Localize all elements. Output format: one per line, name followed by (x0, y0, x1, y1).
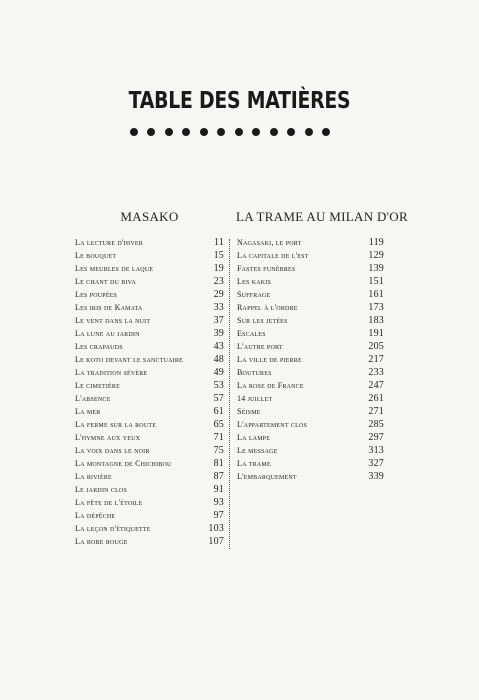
toc-entry-page: 205 (368, 341, 384, 352)
toc-entry-label: La ville de pierre (237, 355, 302, 364)
toc-entry-label: La lampe (237, 433, 271, 442)
toc-list-trame (237, 236, 384, 483)
toc-entry[interactable] (75, 470, 224, 483)
toc-entry-page: 37 (213, 315, 224, 326)
column-separator (229, 239, 230, 549)
toc-entry-label: La lecture d'hiver (75, 238, 143, 247)
toc-entry-label: La robe rouge (75, 537, 128, 546)
toc-entry-page: 43 (213, 341, 224, 352)
toc-entry-label: Le jardin clos (75, 485, 128, 494)
toc-entry-page: 297 (368, 432, 384, 443)
toc-entry-label: Le cimetière (75, 381, 120, 390)
toc-entry-page: 183 (368, 315, 384, 326)
toc-entry-page: 107 (208, 536, 224, 547)
toc-entry[interactable] (237, 353, 384, 366)
toc-entry-label: Le chant du biva (75, 277, 136, 286)
ornament-dot (130, 128, 138, 136)
toc-entry-page: 15 (213, 250, 224, 261)
toc-entry-page: 75 (213, 445, 224, 456)
toc-entry-page: 339 (368, 471, 384, 482)
toc-entry-page: 11 (213, 237, 224, 248)
toc-entry-label: Le koto devant le sanctuaire (75, 355, 183, 364)
toc-entry-label: La voix dans le noir (75, 446, 150, 455)
toc-entry-page: 151 (368, 276, 384, 287)
toc-entry-label: L'appartement clos (237, 420, 308, 429)
toc-entry-page: 81 (213, 458, 224, 469)
toc-entry-page: 71 (213, 432, 224, 443)
toc-entry-label: La ferme sur la route (75, 420, 157, 429)
section-heading-masako: MASAKO (120, 209, 179, 224)
toc-entry[interactable] (75, 353, 224, 366)
toc-entry[interactable] (75, 236, 224, 249)
toc-entry[interactable] (75, 431, 224, 444)
toc-entry-page: 313 (368, 445, 384, 456)
toc-entry-label: Séisme (237, 407, 261, 416)
toc-entry[interactable] (75, 249, 224, 262)
toc-entry-label: Le message (237, 446, 278, 455)
toc-entry-page: 53 (213, 380, 224, 391)
toc-entry-label: La lune au jardin (75, 329, 140, 338)
toc-entry[interactable] (237, 418, 384, 431)
toc-entry-page: 49 (213, 367, 224, 378)
toc-entry[interactable] (237, 379, 384, 392)
toc-entry[interactable] (75, 262, 224, 275)
dot-ornament (130, 127, 330, 137)
toc-entry-label: L'autre port (237, 342, 283, 351)
toc-entry-label: La montagne de Chichibou (75, 459, 172, 468)
toc-entry-page: 327 (368, 458, 384, 469)
toc-entry-page: 233 (368, 367, 384, 378)
toc-entry[interactable] (237, 366, 384, 379)
toc-entry-page: 119 (368, 237, 384, 248)
ornament-dot (287, 128, 295, 136)
toc-entry-page: 173 (368, 302, 384, 313)
toc-entry[interactable] (237, 314, 384, 327)
toc-entry-label: La trame (237, 459, 271, 468)
toc-entry[interactable] (237, 405, 384, 418)
toc-entry-page: 191 (368, 328, 384, 339)
toc-entry[interactable] (75, 275, 224, 288)
toc-entry-label: Le vent dans la nuit (75, 316, 151, 325)
toc-entry-page: 261 (368, 393, 384, 404)
toc-entry[interactable] (75, 535, 224, 548)
toc-entry-page: 61 (213, 406, 224, 417)
toc-entry-page: 129 (368, 250, 384, 261)
toc-entry-label: L'hymne aux yeux (75, 433, 141, 442)
toc-entry[interactable] (237, 444, 384, 457)
toc-entry-page: 217 (368, 354, 384, 365)
toc-entry-page: 93 (213, 497, 224, 508)
toc-entry-label: La rivière (75, 472, 112, 481)
toc-entry[interactable] (75, 457, 224, 470)
toc-entry[interactable] (237, 249, 384, 262)
toc-entry-label: L'absence (75, 394, 111, 403)
toc-entry[interactable] (237, 262, 384, 275)
toc-entry[interactable] (75, 314, 224, 327)
toc-entry[interactable] (75, 522, 224, 535)
toc-entry-label: Escales (237, 329, 266, 338)
toc-entry-page: 65 (213, 419, 224, 430)
toc-entry-page: 91 (213, 484, 224, 495)
toc-entry[interactable] (75, 509, 224, 522)
toc-entry-label: Boutures (237, 368, 272, 377)
toc-entry-page: 57 (213, 393, 224, 404)
ornament-dot (217, 128, 225, 136)
toc-entry[interactable] (75, 340, 224, 353)
toc-entry-label: L'embarquement (237, 472, 297, 481)
toc-entry[interactable] (237, 301, 384, 314)
toc-entry-page: 33 (213, 302, 224, 313)
toc-entry-page: 247 (368, 380, 384, 391)
toc-entry[interactable] (75, 327, 224, 340)
ornament-dot (200, 128, 208, 136)
ornament-dot (165, 128, 173, 136)
toc-entry-label: La tradition sévère (75, 368, 148, 377)
toc-entry-label: Rappel à l'ordre (237, 303, 298, 312)
toc-entry-label: Les crapauds (75, 342, 123, 351)
toc-entry[interactable] (237, 236, 384, 249)
toc-entry[interactable] (75, 405, 224, 418)
toc-entry-label: La fête de l'étoile (75, 498, 143, 507)
toc-entry-label: Les kakis (237, 277, 272, 286)
toc-entry-page: 271 (368, 406, 384, 417)
toc-entry-page: 103 (208, 523, 224, 534)
toc-entry[interactable] (75, 379, 224, 392)
toc-entry-page: 39 (213, 328, 224, 339)
ornament-dot (322, 128, 330, 136)
toc-entry-label: Les meubles de laque (75, 264, 154, 273)
toc-entry[interactable] (75, 392, 224, 405)
section-heading-trame: LA TRAME AU MILAN D'OR (236, 209, 408, 224)
toc-entry-label: Les iris de Kamata (75, 303, 143, 312)
toc-entry-page: 48 (213, 354, 224, 365)
toc-entry[interactable] (75, 444, 224, 457)
toc-entry-label: Suffrage (237, 290, 271, 299)
toc-entry-label: Les poupées (75, 290, 118, 299)
toc-entry[interactable] (237, 470, 384, 483)
ornament-dot (305, 128, 313, 136)
toc-entry-label: La dépêche (75, 511, 116, 520)
toc-entry[interactable] (237, 457, 384, 470)
toc-entry-page: 97 (213, 510, 224, 521)
page-title: TABLE DES MATIÈRES (128, 88, 351, 114)
toc-entry[interactable] (237, 327, 384, 340)
ornament-dot (252, 128, 260, 136)
toc-entry-page: 19 (213, 263, 224, 274)
ornament-dot (182, 128, 190, 136)
toc-entry[interactable] (75, 366, 224, 379)
toc-entry-page: 23 (213, 276, 224, 287)
toc-entry-page: 87 (213, 471, 224, 482)
toc-entry-label: La rose de France (237, 381, 304, 390)
toc-entry-label: Fastes funèbres (237, 264, 296, 273)
toc-entry[interactable] (75, 418, 224, 431)
toc-entry[interactable] (75, 483, 224, 496)
toc-entry[interactable] (237, 275, 384, 288)
toc-entry-page: 285 (368, 419, 384, 430)
toc-entry-label: 14 juillet (237, 394, 273, 403)
toc-list-masako (75, 236, 224, 548)
toc-entry-label: La capitale de l'est (237, 251, 309, 260)
toc-entry-label: Nagasaki, le port (237, 238, 302, 247)
ornament-dot (270, 128, 278, 136)
ornament-dot (147, 128, 155, 136)
toc-entry-page: 161 (368, 289, 384, 300)
toc-entry-label: La leçon d'étiquette (75, 524, 151, 533)
toc-entry-label: Sur les jetées (237, 316, 288, 325)
toc-entry[interactable] (237, 340, 384, 353)
ornament-dot (235, 128, 243, 136)
toc-entry-label: Le bouquet (75, 251, 117, 260)
toc-entry[interactable] (75, 496, 224, 509)
toc-entry[interactable] (237, 431, 384, 444)
toc-entry[interactable] (75, 301, 224, 314)
toc-entry[interactable] (237, 288, 384, 301)
toc-entry[interactable] (237, 392, 384, 405)
toc-entry-page: 139 (368, 263, 384, 274)
toc-entry-label: La mer (75, 407, 101, 416)
toc-entry-page: 29 (213, 289, 224, 300)
toc-entry[interactable] (75, 288, 224, 301)
